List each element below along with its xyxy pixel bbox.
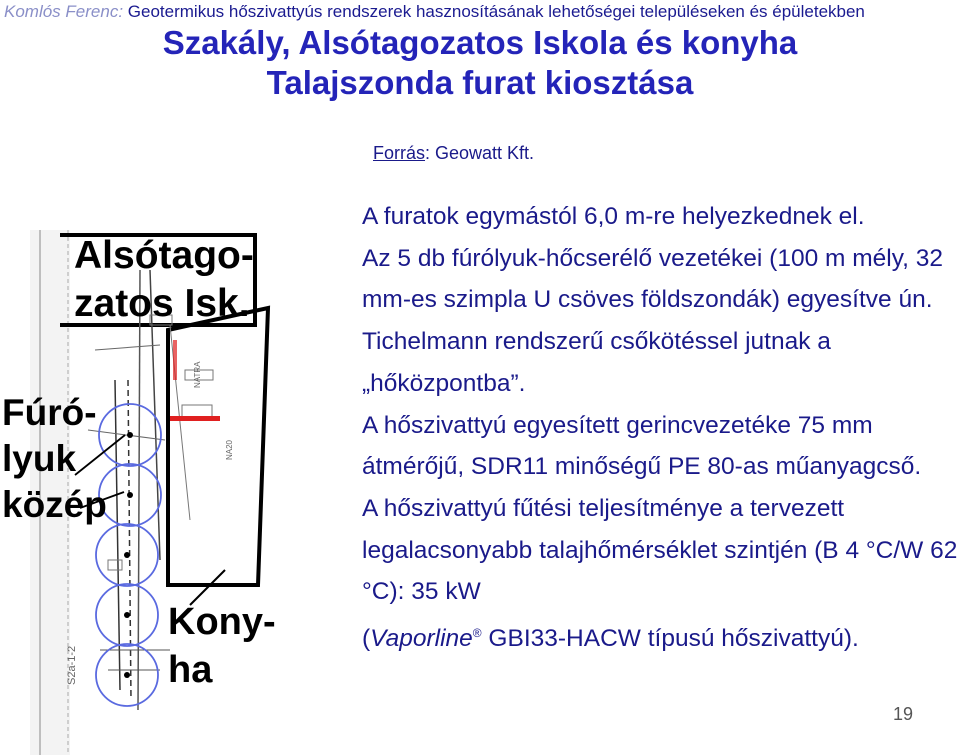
map-label-kitchen: Kony- ha: [168, 601, 276, 691]
paragraph-heat-pump-model: (Vaporline® GBI33-HACW típusú hőszivattyú).: [362, 625, 859, 653]
body-text: [362, 196, 958, 660]
source-credit: [373, 143, 534, 164]
kitchen-building-outline: [168, 308, 268, 585]
map-label-school: Alsótago- zatos Isk.: [74, 234, 254, 325]
brand-name: Vaporline: [370, 625, 473, 653]
source-label: Forrás: [373, 143, 426, 163]
paragraph-distance: A furatok egymástól 6,0 m-re helyezkednek el.: [362, 203, 865, 230]
slide-title: Szakály, Alsótagozatos Iskola és konyha: [162, 24, 798, 61]
paragraph-main-pipe: A hőszivattyú egyesített gerincvezetéke 75 mm átmérőjű, SDR11 minőségű PE 80-as műanyagcső.: [362, 411, 922, 481]
header-author: Komlós Ferenc:: [4, 2, 124, 21]
slide-subtitle: Talajszonda furat kiosztása: [266, 64, 694, 101]
svg-text:NATRA: NATRA: [193, 361, 202, 388]
svg-text:S2a-1-2: S2a-1-2: [66, 645, 78, 685]
source-value: : Geowatt Kft.: [425, 143, 535, 163]
svg-text:NA20: NA20: [225, 439, 234, 460]
slide-number: 19: [893, 704, 914, 724]
map-label-borehole-center: Fúró- lyuk közép: [2, 392, 107, 525]
header-subject: Geotermikus hőszivattyús rendszerek hasznosításának lehetőségei településeken és épületekben: [127, 2, 865, 21]
registered-mark: ®: [472, 626, 482, 641]
red-marker: [170, 416, 220, 421]
paragraph-heating-power: A hőszivattyú fűtési teljesítménye a tervezett legalacsonyabb talajhőmérséklet szintjén (B 4 °C/W 62 °C): 35 kW: [362, 494, 958, 606]
slide-header: [4, 2, 954, 22]
paragraph-boreholes: Az 5 db fúrólyuk-hőcserélő vezetékei (100 m mély, 32 mm-es szimpla U csöves földszondák) egyesítve ún. Tichelmann rendszerű csőkötéssel jutnak a „hőközpontba”.: [362, 244, 944, 397]
